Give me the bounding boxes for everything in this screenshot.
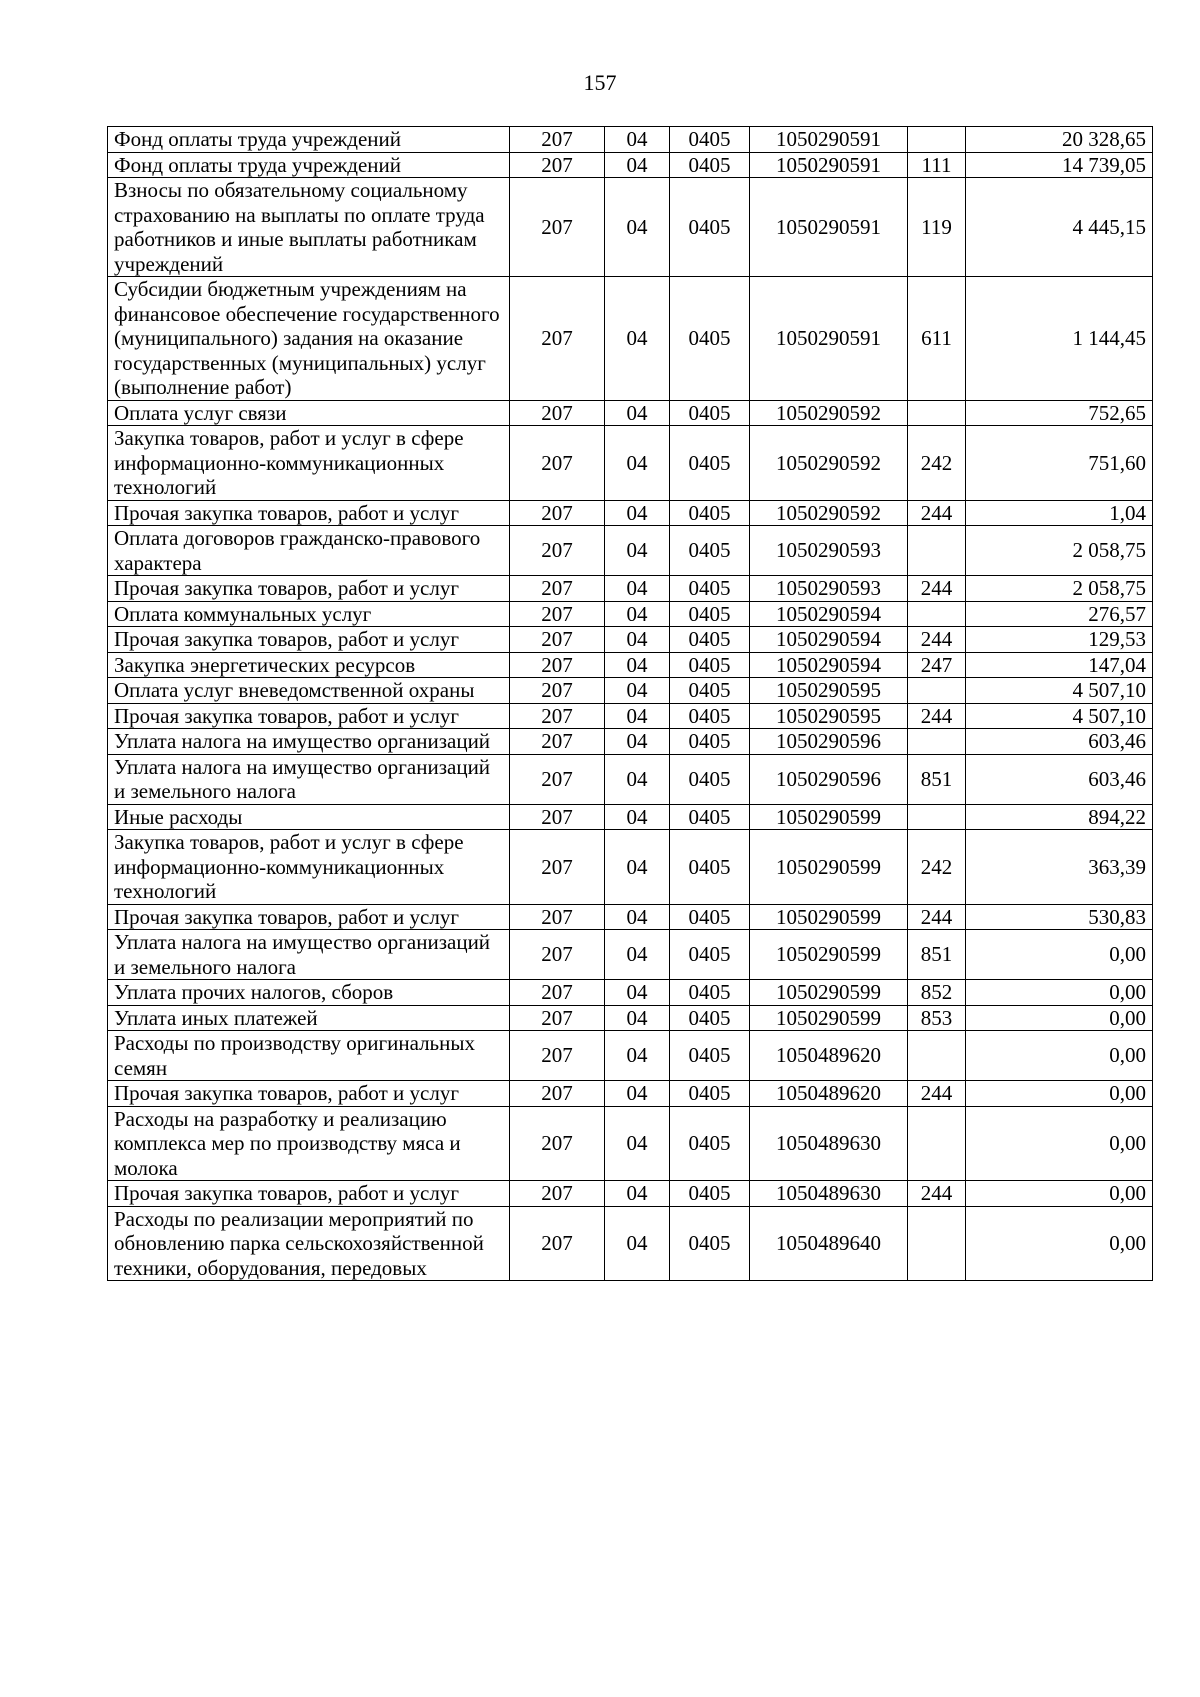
cell-target-article-code: 1050489630 (750, 1181, 908, 1207)
cell-expense-type-code: 851 (908, 930, 966, 980)
cell-ministry-code: 207 (510, 1005, 605, 1031)
cell-ministry-code: 207 (510, 1181, 605, 1207)
cell-target-article-code: 1050290593 (750, 526, 908, 576)
cell-ministry-code: 207 (510, 426, 605, 501)
cell-section-code: 04 (605, 500, 670, 526)
cell-section-code: 04 (605, 576, 670, 602)
cell-expense-name: Прочая закупка товаров, работ и услуг (108, 703, 510, 729)
cell-expense-name: Субсидии бюджетным учреждениям на финансовое обеспечение государственного (муниципального) задания на оказание государственных (муниципальных) услуг (выполнение работ) (108, 277, 510, 401)
cell-target-article-code: 1050290599 (750, 830, 908, 905)
cell-target-article-code: 1050290592 (750, 400, 908, 426)
cell-section-code: 04 (605, 804, 670, 830)
table-row (108, 703, 1153, 729)
cell-target-article-code: 1050489630 (750, 1106, 908, 1181)
cell-ministry-code: 207 (510, 500, 605, 526)
cell-expense-type-code (908, 1106, 966, 1181)
cell-target-article-code: 1050290595 (750, 678, 908, 704)
cell-expense-type-code (908, 1031, 966, 1081)
cell-amount: 603,46 (966, 754, 1153, 804)
cell-expense-name: Расходы по реализации мероприятий по обновлению парка сельскохозяйственной техники, оборудования, передовых (108, 1206, 510, 1281)
table-row (108, 1031, 1153, 1081)
table-row (108, 178, 1153, 277)
cell-expense-type-code (908, 526, 966, 576)
cell-ministry-code: 207 (510, 804, 605, 830)
cell-subsection-code: 0405 (670, 277, 750, 401)
cell-expense-name: Прочая закупка товаров, работ и услуг (108, 1181, 510, 1207)
cell-target-article-code: 1050489620 (750, 1031, 908, 1081)
cell-section-code: 04 (605, 178, 670, 277)
cell-ministry-code: 207 (510, 178, 605, 277)
cell-subsection-code: 0405 (670, 1005, 750, 1031)
cell-section-code: 04 (605, 627, 670, 653)
table-row (108, 1206, 1153, 1281)
cell-expense-type-code: 244 (908, 1181, 966, 1207)
cell-section-code: 04 (605, 678, 670, 704)
cell-expense-name: Оплата услуг вневедомственной охраны (108, 678, 510, 704)
cell-target-article-code: 1050290599 (750, 804, 908, 830)
cell-target-article-code: 1050290594 (750, 627, 908, 653)
cell-target-article-code: 1050290599 (750, 980, 908, 1006)
cell-expense-type-code (908, 127, 966, 153)
cell-amount: 2 058,75 (966, 526, 1153, 576)
cell-target-article-code: 1050290592 (750, 500, 908, 526)
cell-ministry-code: 207 (510, 652, 605, 678)
cell-subsection-code: 0405 (670, 400, 750, 426)
cell-target-article-code: 1050290596 (750, 754, 908, 804)
cell-expense-type-code: 851 (908, 754, 966, 804)
cell-section-code: 04 (605, 703, 670, 729)
table-row (108, 930, 1153, 980)
page-number: 157 (583, 70, 617, 95)
table-row (108, 754, 1153, 804)
table-row (108, 627, 1153, 653)
cell-section-code: 04 (605, 1106, 670, 1181)
cell-section-code: 04 (605, 1081, 670, 1107)
cell-subsection-code: 0405 (670, 127, 750, 153)
cell-expense-type-code: 242 (908, 426, 966, 501)
cell-amount: 147,04 (966, 652, 1153, 678)
cell-section-code: 04 (605, 904, 670, 930)
cell-expense-name: Оплата договоров гражданско-правового характера (108, 526, 510, 576)
cell-subsection-code: 0405 (670, 980, 750, 1006)
cell-section-code: 04 (605, 152, 670, 178)
cell-section-code: 04 (605, 1005, 670, 1031)
cell-expense-name: Уплата налога на имущество организаций и земельного налога (108, 930, 510, 980)
cell-target-article-code: 1050290592 (750, 426, 908, 501)
cell-section-code: 04 (605, 400, 670, 426)
cell-section-code: 04 (605, 652, 670, 678)
cell-expense-name: Оплата коммунальных услуг (108, 601, 510, 627)
cell-expense-type-code: 244 (908, 627, 966, 653)
cell-amount: 14 739,05 (966, 152, 1153, 178)
table-row (108, 400, 1153, 426)
cell-expense-name: Прочая закупка товаров, работ и услуг (108, 904, 510, 930)
cell-subsection-code: 0405 (670, 601, 750, 627)
table-row (108, 1081, 1153, 1107)
cell-expense-name: Уплата прочих налогов, сборов (108, 980, 510, 1006)
cell-expense-type-code (908, 729, 966, 755)
cell-amount: 363,39 (966, 830, 1153, 905)
cell-expense-type-code (908, 1206, 966, 1281)
table-row (108, 1005, 1153, 1031)
cell-ministry-code: 207 (510, 277, 605, 401)
cell-amount: 752,65 (966, 400, 1153, 426)
cell-section-code: 04 (605, 729, 670, 755)
cell-subsection-code: 0405 (670, 1031, 750, 1081)
cell-subsection-code: 0405 (670, 930, 750, 980)
cell-subsection-code: 0405 (670, 904, 750, 930)
budget-table (107, 126, 1153, 1281)
table-row (108, 500, 1153, 526)
cell-ministry-code: 207 (510, 526, 605, 576)
cell-section-code: 04 (605, 526, 670, 576)
cell-expense-name: Расходы по производству оригинальных семян (108, 1031, 510, 1081)
table-row (108, 601, 1153, 627)
cell-ministry-code: 207 (510, 1081, 605, 1107)
cell-subsection-code: 0405 (670, 576, 750, 602)
cell-target-article-code: 1050290594 (750, 601, 908, 627)
cell-expense-type-code: 119 (908, 178, 966, 277)
cell-subsection-code: 0405 (670, 678, 750, 704)
cell-amount: 0,00 (966, 930, 1153, 980)
cell-amount: 0,00 (966, 1106, 1153, 1181)
cell-expense-name: Прочая закупка товаров, работ и услуг (108, 576, 510, 602)
cell-section-code: 04 (605, 1031, 670, 1081)
table-row (108, 526, 1153, 576)
cell-ministry-code: 207 (510, 980, 605, 1006)
cell-amount: 4 445,15 (966, 178, 1153, 277)
cell-ministry-code: 207 (510, 754, 605, 804)
cell-expense-type-code: 242 (908, 830, 966, 905)
cell-section-code: 04 (605, 1206, 670, 1281)
cell-expense-name: Закупка энергетических ресурсов (108, 652, 510, 678)
table-row (108, 830, 1153, 905)
cell-expense-name: Уплата налога на имущество организаций и земельного налога (108, 754, 510, 804)
cell-ministry-code: 207 (510, 729, 605, 755)
cell-expense-type-code: 611 (908, 277, 966, 401)
cell-expense-name: Уплата налога на имущество организаций (108, 729, 510, 755)
cell-expense-type-code (908, 400, 966, 426)
cell-expense-type-code (908, 804, 966, 830)
cell-target-article-code: 1050489620 (750, 1081, 908, 1107)
cell-expense-name: Иные расходы (108, 804, 510, 830)
cell-ministry-code: 207 (510, 703, 605, 729)
table-row (108, 1106, 1153, 1181)
cell-subsection-code: 0405 (670, 652, 750, 678)
cell-subsection-code: 0405 (670, 729, 750, 755)
cell-subsection-code: 0405 (670, 152, 750, 178)
cell-expense-type-code: 244 (908, 1081, 966, 1107)
cell-ministry-code: 207 (510, 678, 605, 704)
cell-amount: 276,57 (966, 601, 1153, 627)
cell-target-article-code: 1050290593 (750, 576, 908, 602)
cell-subsection-code: 0405 (670, 426, 750, 501)
cell-target-article-code: 1050290599 (750, 930, 908, 980)
cell-expense-name: Фонд оплаты труда учреждений (108, 152, 510, 178)
cell-subsection-code: 0405 (670, 703, 750, 729)
cell-target-article-code: 1050290596 (750, 729, 908, 755)
cell-amount: 4 507,10 (966, 678, 1153, 704)
cell-expense-name: Прочая закупка товаров, работ и услуг (108, 627, 510, 653)
table-row (108, 678, 1153, 704)
cell-ministry-code: 207 (510, 1031, 605, 1081)
cell-expense-type-code: 244 (908, 576, 966, 602)
cell-section-code: 04 (605, 1181, 670, 1207)
cell-expense-type-code: 244 (908, 703, 966, 729)
cell-section-code: 04 (605, 127, 670, 153)
cell-amount: 2 058,75 (966, 576, 1153, 602)
cell-ministry-code: 207 (510, 904, 605, 930)
cell-amount: 129,53 (966, 627, 1153, 653)
cell-ministry-code: 207 (510, 601, 605, 627)
cell-amount: 530,83 (966, 904, 1153, 930)
table-row (108, 426, 1153, 501)
cell-expense-name: Взносы по обязательному социальному страхованию на выплаты по оплате труда работников и иные выплаты работникам учреждений (108, 178, 510, 277)
cell-ministry-code: 207 (510, 930, 605, 980)
cell-target-article-code: 1050290591 (750, 152, 908, 178)
cell-expense-type-code (908, 601, 966, 627)
cell-section-code: 04 (605, 930, 670, 980)
cell-expense-name: Закупка товаров, работ и услуг в сфере информационно-коммуникационных технологий (108, 830, 510, 905)
cell-section-code: 04 (605, 277, 670, 401)
table-row (108, 652, 1153, 678)
cell-ministry-code: 207 (510, 576, 605, 602)
table-row (108, 152, 1153, 178)
table-row (108, 980, 1153, 1006)
cell-amount: 0,00 (966, 1206, 1153, 1281)
cell-subsection-code: 0405 (670, 804, 750, 830)
cell-subsection-code: 0405 (670, 178, 750, 277)
table-row (108, 277, 1153, 401)
cell-amount: 0,00 (966, 1181, 1153, 1207)
cell-expense-type-code: 853 (908, 1005, 966, 1031)
cell-section-code: 04 (605, 601, 670, 627)
cell-expense-name: Фонд оплаты труда учреждений (108, 127, 510, 153)
cell-amount: 0,00 (966, 1031, 1153, 1081)
cell-section-code: 04 (605, 980, 670, 1006)
cell-amount: 751,60 (966, 426, 1153, 501)
cell-expense-type-code (908, 678, 966, 704)
budget-table-body (108, 127, 1153, 1281)
cell-amount: 1,04 (966, 500, 1153, 526)
cell-subsection-code: 0405 (670, 500, 750, 526)
cell-target-article-code: 1050290594 (750, 652, 908, 678)
table-row (108, 576, 1153, 602)
cell-amount: 894,22 (966, 804, 1153, 830)
cell-subsection-code: 0405 (670, 526, 750, 576)
cell-amount: 0,00 (966, 1005, 1153, 1031)
cell-expense-name: Прочая закупка товаров, работ и услуг (108, 1081, 510, 1107)
cell-ministry-code: 207 (510, 152, 605, 178)
cell-target-article-code: 1050290591 (750, 127, 908, 153)
cell-target-article-code: 1050290599 (750, 1005, 908, 1031)
cell-expense-name: Прочая закупка товаров, работ и услуг (108, 500, 510, 526)
table-row (108, 904, 1153, 930)
cell-ministry-code: 207 (510, 627, 605, 653)
cell-ministry-code: 207 (510, 127, 605, 153)
cell-section-code: 04 (605, 426, 670, 501)
cell-expense-type-code: 111 (908, 152, 966, 178)
cell-subsection-code: 0405 (670, 1081, 750, 1107)
cell-target-article-code: 1050290599 (750, 904, 908, 930)
cell-ministry-code: 207 (510, 1106, 605, 1181)
cell-amount: 20 328,65 (966, 127, 1153, 153)
cell-amount: 0,00 (966, 980, 1153, 1006)
cell-expense-type-code: 852 (908, 980, 966, 1006)
cell-expense-name: Закупка товаров, работ и услуг в сфере информационно-коммуникационных технологий (108, 426, 510, 501)
cell-section-code: 04 (605, 754, 670, 804)
table-row (108, 804, 1153, 830)
cell-subsection-code: 0405 (670, 627, 750, 653)
table-row (108, 1181, 1153, 1207)
cell-subsection-code: 0405 (670, 1181, 750, 1207)
cell-amount: 0,00 (966, 1081, 1153, 1107)
cell-ministry-code: 207 (510, 830, 605, 905)
cell-target-article-code: 1050290591 (750, 277, 908, 401)
cell-ministry-code: 207 (510, 400, 605, 426)
cell-subsection-code: 0405 (670, 754, 750, 804)
cell-section-code: 04 (605, 830, 670, 905)
cell-subsection-code: 0405 (670, 1106, 750, 1181)
table-row (108, 127, 1153, 153)
cell-expense-name: Уплата иных платежей (108, 1005, 510, 1031)
cell-expense-type-code: 247 (908, 652, 966, 678)
cell-expense-type-code: 244 (908, 904, 966, 930)
cell-subsection-code: 0405 (670, 1206, 750, 1281)
cell-target-article-code: 1050489640 (750, 1206, 908, 1281)
cell-ministry-code: 207 (510, 1206, 605, 1281)
cell-expense-name: Оплата услуг связи (108, 400, 510, 426)
table-row (108, 729, 1153, 755)
cell-expense-type-code: 244 (908, 500, 966, 526)
cell-subsection-code: 0405 (670, 830, 750, 905)
cell-expense-name: Расходы на разработку и реализацию комплекса мер по производству мяса и молока (108, 1106, 510, 1181)
cell-amount: 1 144,45 (966, 277, 1153, 401)
cell-target-article-code: 1050290595 (750, 703, 908, 729)
cell-target-article-code: 1050290591 (750, 178, 908, 277)
cell-amount: 4 507,10 (966, 703, 1153, 729)
cell-amount: 603,46 (966, 729, 1153, 755)
